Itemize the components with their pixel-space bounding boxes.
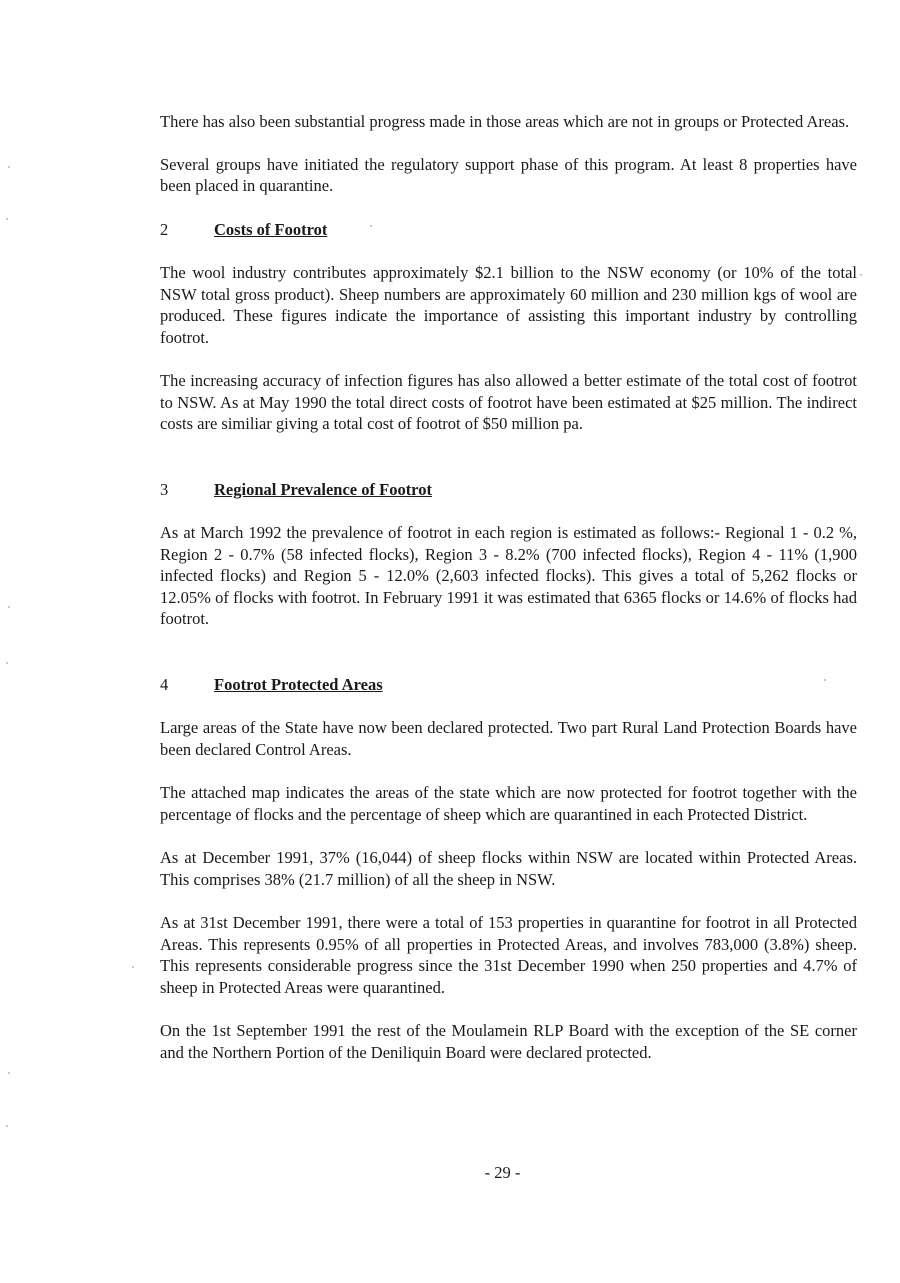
paragraph-declared-protected: Large areas of the State have now been declared protected. Two part Rural Land Protection Boards have been declared Control Areas. <box>160 718 857 759</box>
section-title: Costs of Footrot <box>214 219 328 239</box>
section-title: Regional Prevalence of Footrot <box>214 479 432 499</box>
paragraph-flocks-protected: As at December 1991, 37% (16,044) of sheep flocks within NSW are located within Protected Areas. This comprises 38% (21.7 million) of all the sheep in NSW. <box>160 848 857 889</box>
scan-speck <box>8 166 10 168</box>
paragraph-regulatory-support: Several groups have initiated the regulatory support phase of this program. At least 8 properties have been placed in quarantine. <box>160 154 857 195</box>
scan-speck <box>370 225 372 227</box>
paragraph-quarantine: As at 31st December 1991, there were a total of 153 properties in quarantine for footrot in all Protected Areas. This represents 0.95% of all properties in Protected Areas, and involves 783,000 (3.8%) sheep. This represents considerable progress since the 31st December 1990 when 250 properties and 4.7% of sheep in Protected Areas were quarantined. <box>160 913 857 997</box>
page-number: - 29 - <box>484 1163 521 1182</box>
scan-speck <box>6 218 8 220</box>
section-title: Footrot Protected Areas <box>214 674 383 694</box>
paragraph-wool-industry: The wool industry contributes approximately $2.1 billion to the NSW economy (or 10% of the total NSW total gross product). Sheep numbers are approximately 60 million and 230 million kgs of wool are produced. These figures indicate the importance of assisting this important industry by controlling footrot. <box>160 263 857 347</box>
scan-speck <box>8 1072 10 1074</box>
scan-speck <box>132 966 134 968</box>
paragraph-moulamein: On the 1st September 1991 the rest of the Moulamein RLP Board with the exception of the SE corner and the Northern Portion of the Deniliquin Board were declared protected. <box>160 1021 857 1062</box>
paragraph-regional-prevalence: As at March 1992 the prevalence of footrot in each region is estimated as follows:- Regional 1 - 0.2 %, Region 2 - 0.7% (58 infected flocks), Region 3 - 8.2% (700 infected flocks), Region 4 - 11% (1,900 infected flocks) and Region 5 - 12.0% (2,603 infected flocks). This gives a total of 5,262 flocks or 12.05% of flocks with footrot. In February 1991 it was estimated that 6365 flocks or 14.6% of flocks had footrot. <box>160 523 857 628</box>
scan-speck <box>860 274 862 276</box>
paragraph-attached-map: The attached map indicates the areas of the state which are now protected for footrot together with the percentage of flocks and the percentage of sheep which are quarantined in each Protected District. <box>160 783 857 824</box>
scan-speck <box>8 606 10 608</box>
section-heading-protected-areas <box>160 674 857 696</box>
scan-speck <box>6 662 8 664</box>
document-page <box>160 111 857 1063</box>
section-number: 2 <box>160 219 169 239</box>
section-heading-prevalence <box>160 479 857 501</box>
section-heading-costs <box>160 219 857 241</box>
paragraph-progress: There has also been substantial progress made in those areas which are not in groups or Protected Areas. <box>160 112 850 131</box>
section-number: 4 <box>160 674 169 694</box>
paragraph-total-cost: The increasing accuracy of infection figures has also allowed a better estimate of the total cost of footrot to NSW. As at May 1990 the total direct costs of footrot have been estimated at $25 million. The indirect costs are similiar giving a total cost of footrot of $50 million pa. <box>160 371 857 433</box>
scan-speck <box>824 679 826 681</box>
scan-speck <box>6 1125 8 1127</box>
section-number: 3 <box>160 479 169 499</box>
